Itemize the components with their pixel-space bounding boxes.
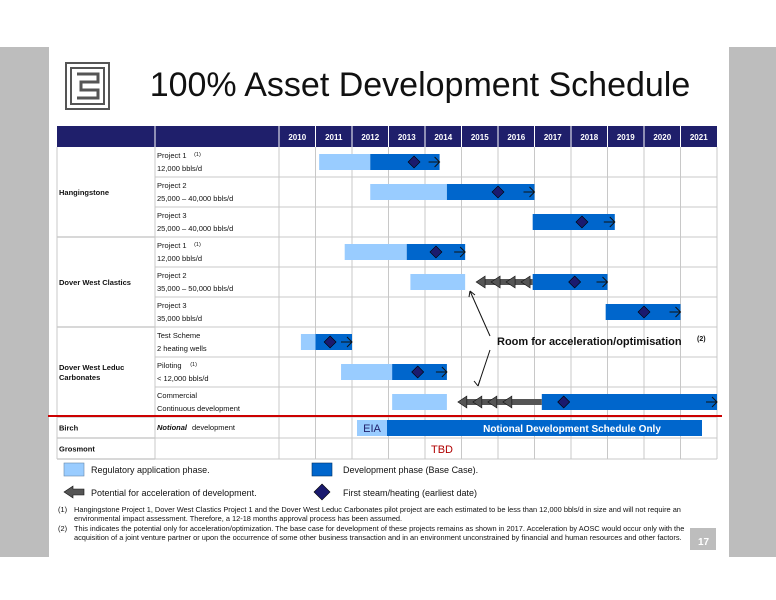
row-capacity-label: < 12,000 bbls/d xyxy=(157,374,209,383)
year-label-2014: 2014 xyxy=(434,133,453,142)
row-capacity-label: Continuous development xyxy=(157,404,240,413)
slide-title: 100% Asset Development Schedule xyxy=(149,66,691,104)
tbd-label: TBD xyxy=(431,444,453,456)
row-project-note: (1) xyxy=(194,242,201,248)
legend-acceleration-label: Potential for acceleration of development. xyxy=(91,488,257,498)
year-label-2020: 2020 xyxy=(653,133,672,142)
year-label-2017: 2017 xyxy=(543,133,562,142)
acceleration-arrowhead xyxy=(491,276,500,288)
row-project-note: (1) xyxy=(190,362,197,368)
legend-regulatory-label: Regulatory application phase. xyxy=(91,465,210,475)
footnote-2-number: (2) xyxy=(58,524,68,533)
row-project-label: Project 2 xyxy=(157,271,187,280)
bar-regulatory xyxy=(345,244,407,260)
row-project-label: Project 1 xyxy=(157,151,187,160)
footnote-1-number: (1) xyxy=(58,505,68,514)
row-project-label: Test Scheme xyxy=(157,331,201,340)
year-label-2021: 2021 xyxy=(689,133,708,142)
legend-development-swatch xyxy=(312,463,332,476)
group-label-0-0: Hangingstone xyxy=(59,188,109,197)
legend-first-steam-label: First steam/heating (earliest date) xyxy=(343,488,478,498)
row-project-label: Project 3 xyxy=(157,301,187,310)
row-capacity-label: 2 heating wells xyxy=(157,344,207,353)
year-label-2012: 2012 xyxy=(361,133,380,142)
bar-development xyxy=(533,214,615,230)
bar-regulatory xyxy=(370,184,447,200)
row-capacity-label: 12,000 bbls/d xyxy=(157,254,203,263)
row-project-label: Piloting xyxy=(157,361,182,370)
footnote-2-text: This indicates the potential only for acceleration/optimization. The base case for development of these projects remains as shown in 2017. Acceleration by AOSC would occur only with the acquisition of a joint venture partner or upon the occurrence of some other business transaction and in an environment unconstrained by financial and human resources and other factors. xyxy=(74,524,685,542)
room-for-acceleration-note: (2) xyxy=(697,336,706,343)
row-project-label: Project 2 xyxy=(157,181,187,190)
legend-acceleration-swatch xyxy=(64,486,84,498)
acceleration-arrowhead xyxy=(521,276,530,288)
bar-regulatory xyxy=(410,274,465,290)
bar-regulatory xyxy=(392,394,447,410)
acceleration-arrowhead xyxy=(488,396,497,408)
row-project-label: Project 1 xyxy=(157,241,187,250)
legend-first-steam-swatch xyxy=(314,484,330,500)
acceleration-arrowhead xyxy=(458,396,467,408)
row-capacity-label: 12,000 bbls/d xyxy=(157,164,203,173)
group-label-2-0: Dover West Leduc xyxy=(59,363,125,372)
room-pointer-down-head xyxy=(474,380,480,386)
room-for-acceleration-label: Room for acceleration/optimisation xyxy=(497,336,682,348)
bar-regulatory xyxy=(301,334,316,350)
group-label-1-0: Dover West Clastics xyxy=(59,278,131,287)
group-label-4-0: Grosmont xyxy=(59,444,95,454)
legend-development-label: Development phase (Base Case). xyxy=(343,465,479,475)
row-capacity-label: 35,000 bbls/d xyxy=(157,314,203,323)
row-project-label: Project 3 xyxy=(157,211,187,220)
room-pointer-up xyxy=(470,291,490,336)
page-number: 17 xyxy=(698,537,710,548)
group-label-2-1: Carbonates xyxy=(59,373,101,382)
year-label-2013: 2013 xyxy=(397,133,416,142)
row-project-label: Commercial xyxy=(157,391,198,400)
row-capacity-label: 25,000 – 40,000 bbls/d xyxy=(157,224,234,233)
row-project-label: Notional xyxy=(157,423,187,432)
notional-schedule-label: Notional Development Schedule Only xyxy=(483,424,661,435)
row-capacity-label: 25,000 – 40,000 bbls/d xyxy=(157,194,234,203)
group-label-3-0: Birch xyxy=(59,423,79,433)
footnote-1-text: Hangingstone Project 1, Dover West Clastics Project 1 and the Dover West Leduc Carbonates pilot project are each estimated to be less than 12,000 bbls/d in size and will not require an environmental impact assessment. Therefore, a 12-18 months approval process has been assumed. xyxy=(74,505,681,523)
row-project-suffix: development xyxy=(192,423,235,432)
year-label-2011: 2011 xyxy=(325,133,343,142)
year-label-2018: 2018 xyxy=(580,133,599,142)
row-project-note: (1) xyxy=(194,152,201,158)
legend-regulatory-swatch xyxy=(64,463,84,476)
eia-label: EIA xyxy=(363,423,381,435)
year-label-2019: 2019 xyxy=(616,133,635,142)
bar-development xyxy=(447,184,535,200)
bar-regulatory xyxy=(341,364,392,380)
year-label-2015: 2015 xyxy=(470,133,489,142)
row-capacity-label: 35,000 – 50,000 bbls/d xyxy=(157,284,234,293)
acceleration-arrowhead xyxy=(503,396,512,408)
year-label-2010: 2010 xyxy=(288,133,307,142)
year-label-2016: 2016 xyxy=(507,133,526,142)
acceleration-arrowhead xyxy=(473,396,482,408)
acceleration-arrowhead xyxy=(506,276,515,288)
bar-regulatory xyxy=(319,154,370,170)
acceleration-arrowhead xyxy=(476,276,485,288)
